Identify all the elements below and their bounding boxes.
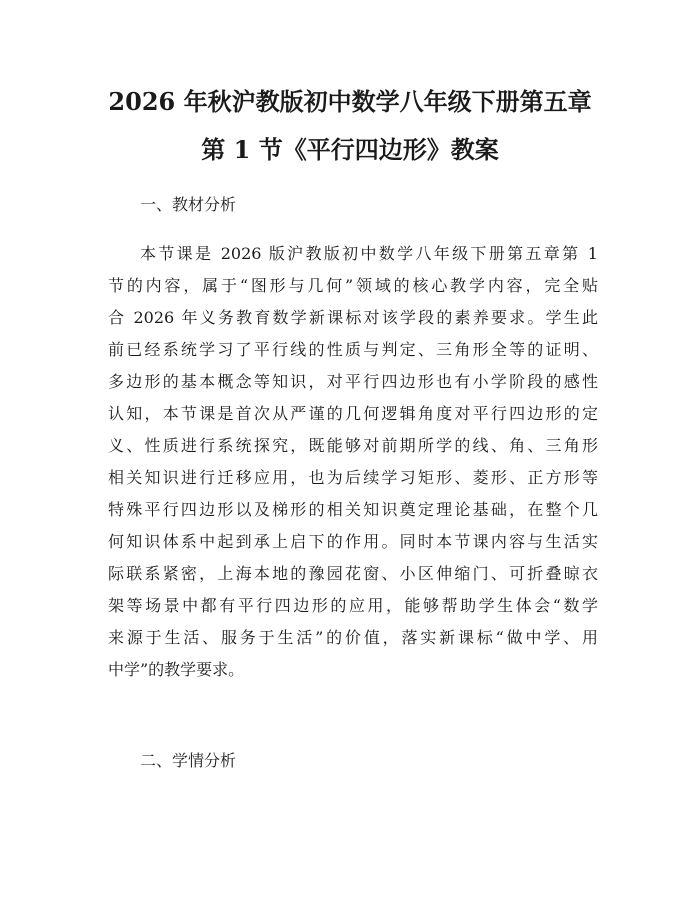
paragraph-line: 架等场景中都有平行四边形的应用，能够帮助学生体会“数学 <box>108 596 598 615</box>
paragraph-line: 中学”的教学要求。 <box>108 660 245 679</box>
paragraph-line: 际联系紧密，上海本地的豫园花窗、小区伸缩门、可折叠晾衣 <box>108 564 598 583</box>
paragraph-line: 节的内容，属于“图形与几何”领域的核心教学内容，完全贴 <box>108 276 598 295</box>
paragraph-line: 前已经系统学习了平行线的性质与判定、三角形全等的证明、 <box>108 340 598 359</box>
paragraph-line: 本节课是 2026 版沪教版初中数学八年级下册第五章第 1 <box>140 244 598 263</box>
document-title-line-2: 第 1 节《平行四边形》教案 <box>201 135 499 164</box>
paragraph-line: 何知识体系中起到承上启下的作用。同时本节课内容与生活实 <box>108 532 598 551</box>
document-title-line-1: 2026 年秋沪教版初中数学八年级下册第五章 <box>108 87 592 116</box>
paragraph-line: 合 2026 年义务教育数学新课标对该学段的素养要求。学生此 <box>108 308 598 327</box>
section-heading-textbook-analysis: 一、教材分析 <box>140 195 237 214</box>
paragraph-line: 义、性质进行系统探究，既能够对前期所学的线、角、三角形 <box>108 436 598 455</box>
section-paragraph-textbook-analysis <box>108 238 598 686</box>
paragraph-line: 特殊平行四边形以及梯形的相关知识奠定理论基础，在整个几 <box>108 500 598 519</box>
paragraph-line: 来源于生活、服务于生活”的价值，落实新课标“做中学、用 <box>108 628 598 647</box>
section-heading-learner-analysis: 二、学情分析 <box>140 751 237 770</box>
paragraph-line: 多边形的基本概念等知识，对平行四边形也有小学阶段的感性 <box>108 372 598 391</box>
paragraph-line: 认知，本节课是首次从严谨的几何逻辑角度对平行四边形的定 <box>108 404 598 423</box>
paragraph-line: 相关知识进行迁移应用，也为后续学习矩形、菱形、正方形等 <box>108 468 598 487</box>
